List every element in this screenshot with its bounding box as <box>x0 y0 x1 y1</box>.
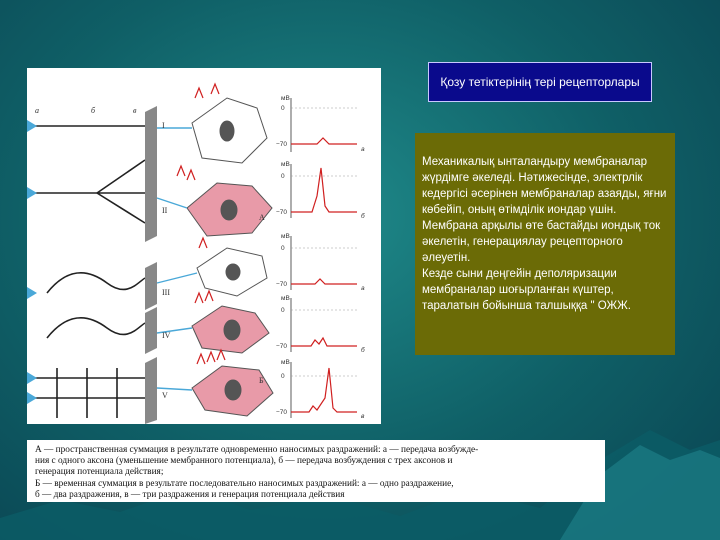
potential-trace-2 <box>276 161 365 220</box>
panel-a-label: А <box>259 213 265 222</box>
svg-text:−70: −70 <box>276 141 288 148</box>
roman-label-5: V <box>162 391 168 400</box>
roman-label-1: I <box>162 121 165 130</box>
svg-text:мВ: мВ <box>281 95 290 102</box>
svg-text:0: 0 <box>281 105 285 112</box>
caption-line-2: ния с одного аксона (уменьшение мембранного потенциала), б — передача возбуждения с трех аксонов и <box>35 456 453 467</box>
slide-title <box>428 62 652 102</box>
roman-label-2: II <box>162 206 168 215</box>
potential-trace-4 <box>276 295 365 354</box>
figure-caption <box>27 440 605 502</box>
caption-line-4: Б — временная суммация в результате последовательно наносимых раздражений: а — одно раздражение, <box>35 478 454 489</box>
caption-line-1: А — пространственная суммация в результате одновременно наносимых раздражений: а — передача возбужде- <box>35 445 479 455</box>
axon-label-b: б <box>91 106 96 115</box>
svg-text:мВ: мВ <box>281 295 290 302</box>
svg-text:0: 0 <box>281 373 285 380</box>
caption-line-5: б — два раздражения, в — три раздражения и генерация потенциала действия <box>35 489 345 500</box>
svg-text:0: 0 <box>281 173 285 180</box>
slide-title-text: Қозу тетіктерінің тері рецепторлары <box>440 74 640 89</box>
svg-text:0: 0 <box>281 307 285 314</box>
axon-label-v: в <box>133 106 137 115</box>
panel-b-label: Б <box>259 376 264 385</box>
svg-text:0: 0 <box>281 245 285 252</box>
svg-text:мВ: мВ <box>281 359 290 366</box>
svg-text:б: б <box>361 347 365 354</box>
axon-label-a: а <box>35 106 39 115</box>
svg-text:в: в <box>361 413 365 420</box>
axon-diagram <box>27 126 145 418</box>
body-text: Механикалық ынталандыру мембраналар жүрдімге әкеледі. Нәтижесінде, электрлік кедергісі әсерінен мембраналар азаяды, яғни көбейіп, оның өтімділік иондар үшін. Мембрана арқылы өте бастайды иондық ток әкелетін, генерациялау рецепторного әлеуетін. Кезде сыни деңгейін деполяризации мембраналар шоғырланған күштер, таралатын бойынша талшыққа " ОЖЖ. <box>422 156 667 312</box>
svg-text:а: а <box>361 285 365 292</box>
svg-text:−70: −70 <box>276 343 288 350</box>
receptor-figure <box>27 68 381 424</box>
potential-trace-5 <box>276 359 365 420</box>
caption-line-3: генерация потенциала действия; <box>35 467 164 478</box>
roman-label-3: III <box>162 288 170 297</box>
svg-text:а: а <box>361 146 365 153</box>
dendrite-lines <box>157 128 197 390</box>
svg-text:б: б <box>361 213 365 220</box>
stimulus-arrows <box>27 120 37 404</box>
roman-label-4: IV <box>162 331 171 340</box>
body-text-box <box>415 133 675 355</box>
svg-text:мВ: мВ <box>281 233 290 240</box>
svg-text:−70: −70 <box>276 409 288 416</box>
potential-trace-3 <box>276 233 365 292</box>
svg-text:−70: −70 <box>276 281 288 288</box>
receptor-plates <box>145 106 157 424</box>
svg-text:−70: −70 <box>276 209 288 216</box>
potential-trace-1 <box>276 95 365 153</box>
svg-text:мВ: мВ <box>281 161 290 168</box>
